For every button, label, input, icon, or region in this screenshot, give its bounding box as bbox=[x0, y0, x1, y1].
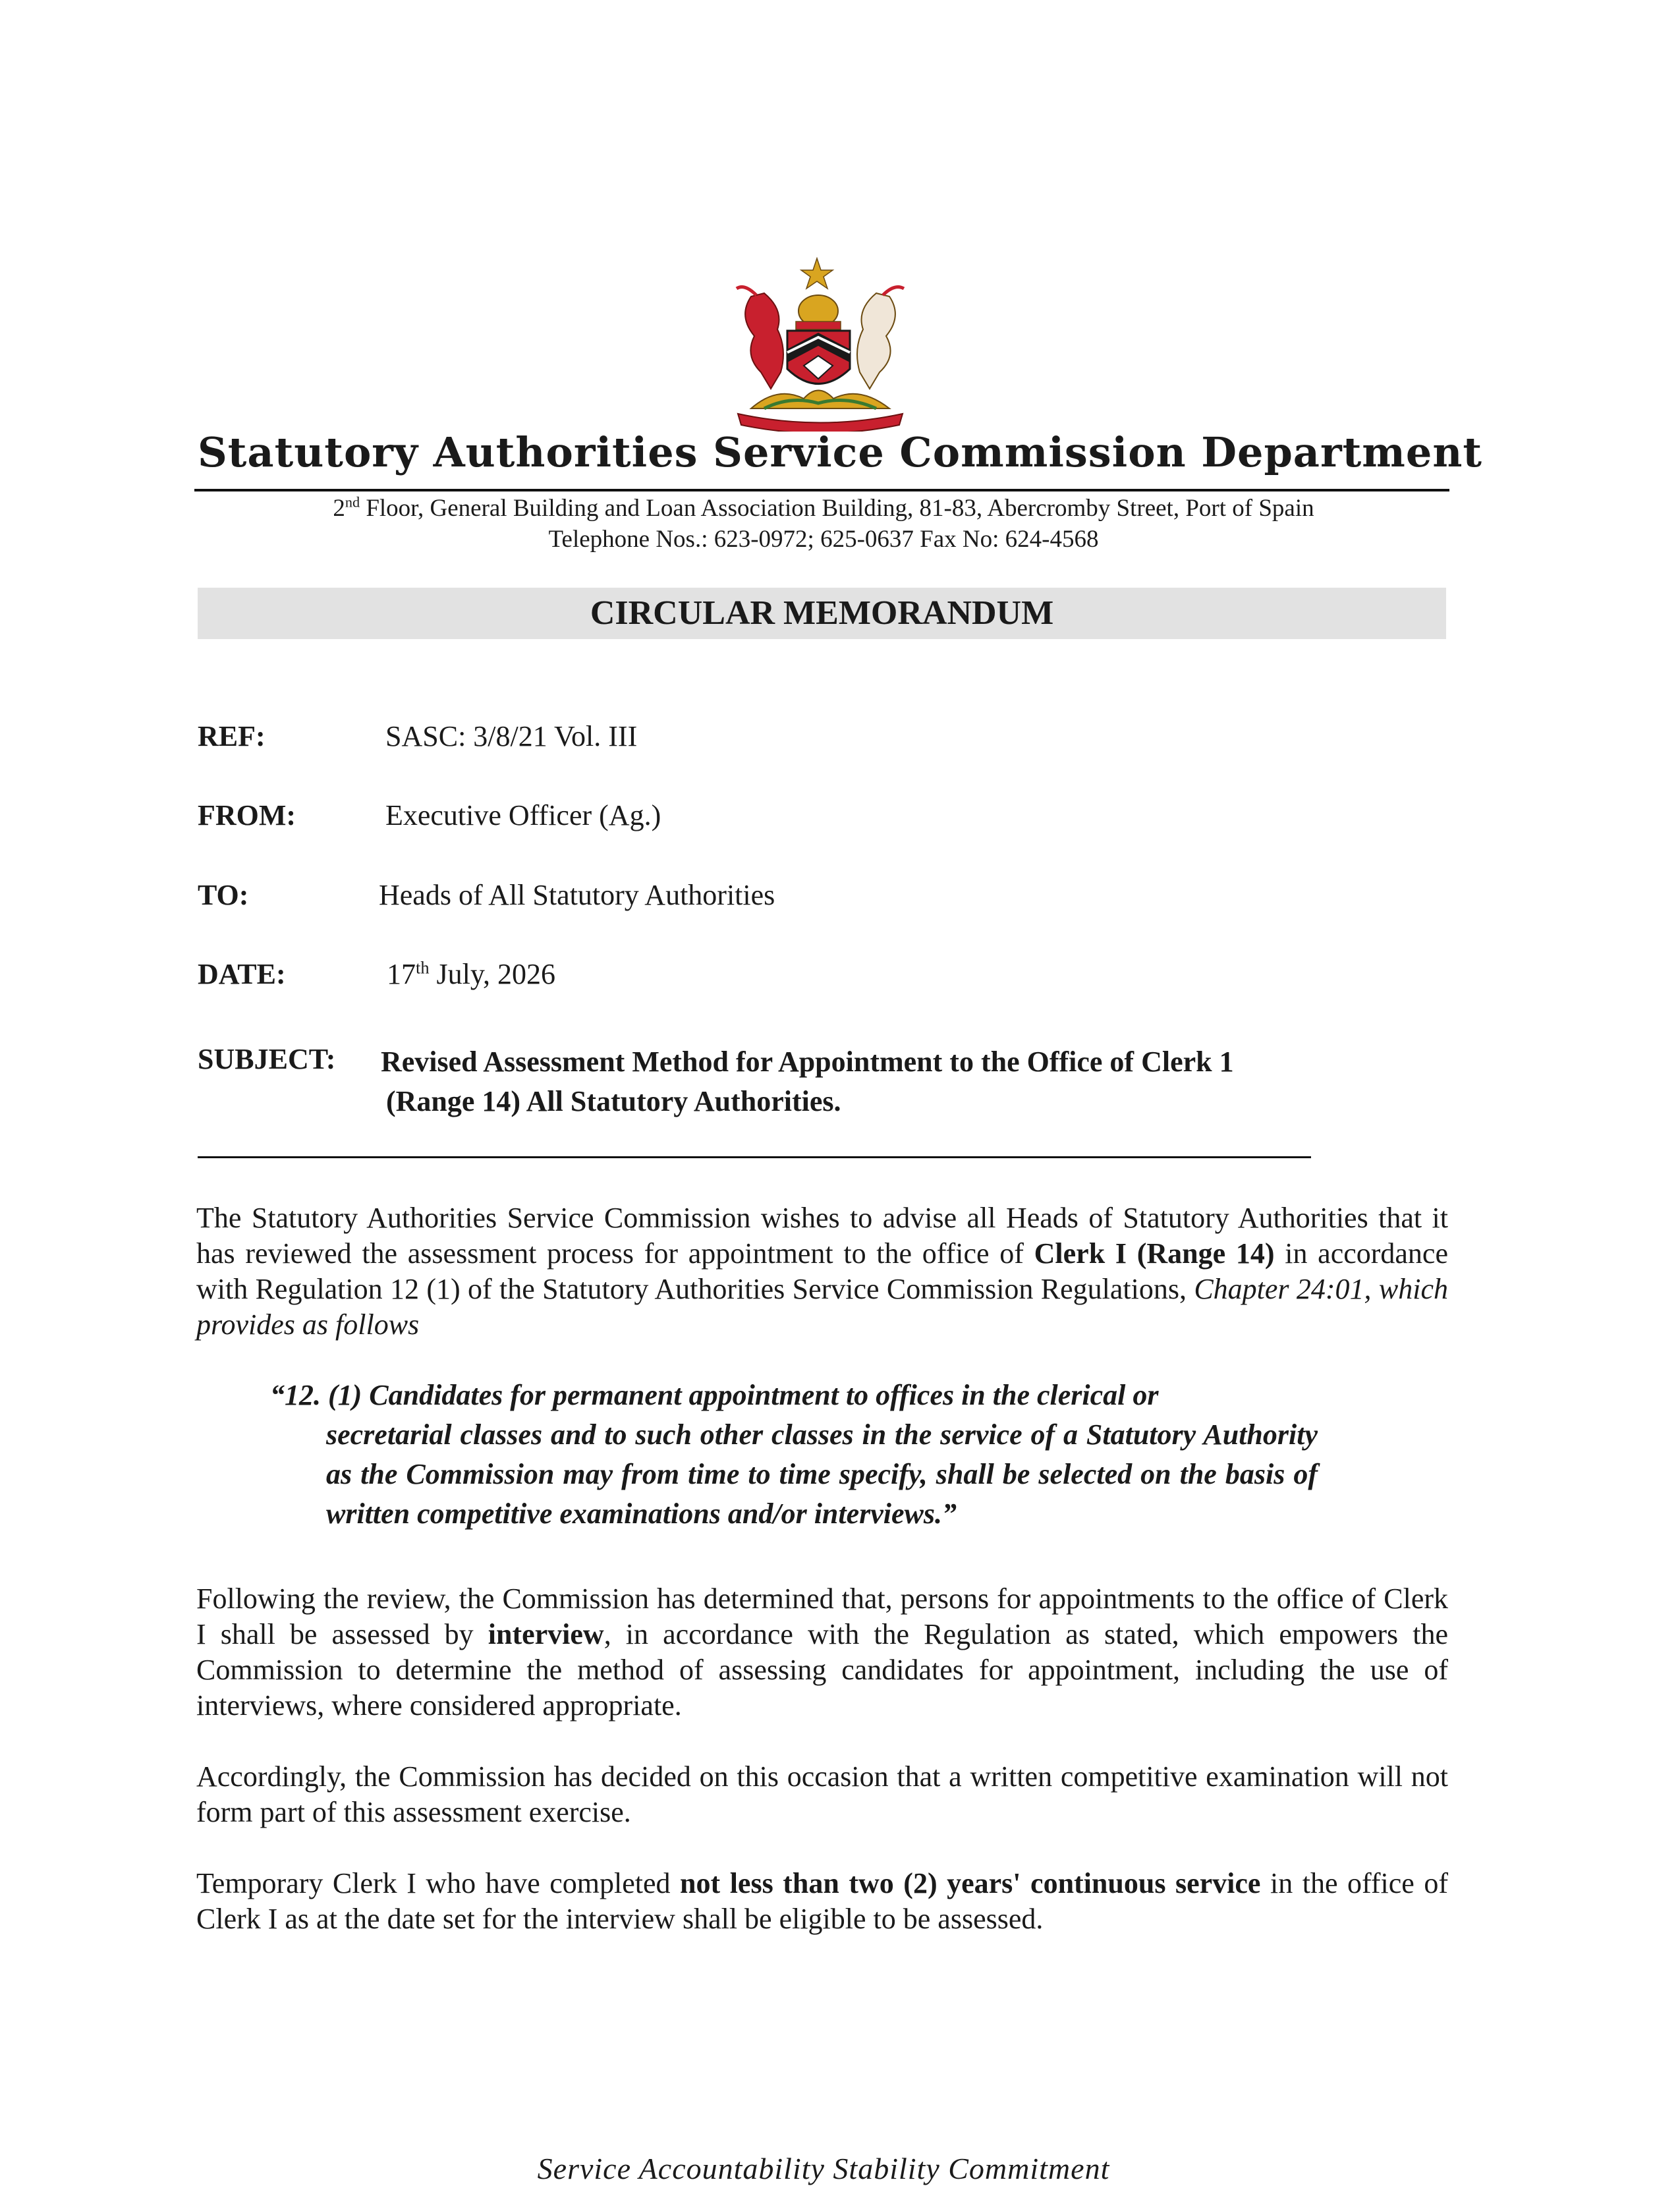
address-line bbox=[198, 494, 1449, 522]
memo-title-band: CIRCULAR MEMORANDUM bbox=[198, 588, 1446, 639]
paragraph-4-text: Temporary Clerk I who have completed bbox=[196, 1867, 681, 1899]
title-underline bbox=[194, 489, 1449, 491]
subject-value bbox=[381, 1042, 1234, 1121]
ref-value: SASC: 3/8/21 Vol. III bbox=[385, 720, 638, 752]
telephone-line: Telephone Nos.: 623-0972; 625-0637 Fax No: 624-4568 bbox=[548, 526, 1099, 553]
paragraph-1-text-2: in accordance with Regulation 12 (1) of the Statutory Authorities Service Commission Regulations, bbox=[196, 1237, 1448, 1305]
subject-label: SUBJECT: bbox=[198, 1043, 336, 1075]
from-label: FROM: bbox=[198, 799, 296, 831]
date-label: DATE: bbox=[198, 958, 286, 990]
from-value: Executive Officer (Ag.) bbox=[385, 799, 661, 831]
paragraph-4 bbox=[196, 1866, 1448, 1937]
paragraph-4-text-2: in the office of Clerk I as at the date set for the interview shall be eligible to be assessed. bbox=[196, 1867, 1448, 1935]
to-label: TO: bbox=[198, 879, 249, 911]
paragraph-2-text-2: , in accordance with the Regulation as stated, which empowers the Commission to determine the method of assessing candidates for appointment, including the use of interviews, where considered appropriate. bbox=[196, 1618, 1448, 1722]
crest-left-bird bbox=[745, 293, 783, 389]
paragraph-2 bbox=[196, 1581, 1448, 1724]
paragraph-1-italic: Chapter 24:01, which provides as follows bbox=[196, 1273, 1448, 1341]
paragraph-2-text: Following the review, the Commission has determined that, persons for appointments to the office of Clerk I shall be assessed by bbox=[196, 1583, 1448, 1650]
date-value bbox=[387, 957, 555, 991]
paragraph-1 bbox=[196, 1200, 1448, 1343]
subject-line-1: Revised Assessment Method for Appointment to the Office of Clerk 1 bbox=[381, 1046, 1234, 1078]
paragraph-4-bold: not less than two (2) years' continuous service bbox=[680, 1867, 1261, 1899]
to-value: Heads of All Statutory Authorities bbox=[379, 879, 775, 911]
quote-first-line: “12. (1) Candidates for permanent appointment to offices in the clerical or bbox=[270, 1379, 1159, 1411]
crest-star bbox=[801, 258, 833, 289]
date-month-year: July, 2026 bbox=[429, 958, 556, 990]
address-floor-number: 2 bbox=[333, 495, 345, 522]
regulation-quote bbox=[270, 1376, 1318, 1534]
date-suffix: th bbox=[416, 957, 430, 978]
paragraph-2-bold: interview bbox=[488, 1618, 604, 1650]
address-floor-suffix: nd bbox=[345, 493, 360, 511]
subject-line-2: (Range 14) All Statutory Authorities. bbox=[386, 1085, 841, 1117]
paragraph-1-bold: Clerk I (Range 14) bbox=[1034, 1237, 1275, 1270]
ref-label: REF: bbox=[198, 720, 266, 752]
paragraph-3: Accordingly, the Commission has decided on this occasion that a written competitive examination will not form part of this assessment exercise. bbox=[196, 1760, 1448, 1828]
footer-motto: Service Accountability Stability Commitment bbox=[537, 2152, 1110, 2185]
paragraph-1-text: The Statutory Authorities Service Commission wishes to advise all Heads of Statutory Authorities that it has reviewed the assessment process for appointment to the office of bbox=[196, 1202, 1448, 1270]
address-text: Floor, General Building and Loan Association Building, 81-83, Abercromby Street, Port of Spain bbox=[360, 495, 1314, 522]
department-title: Statutory Authorities Service Commission Department bbox=[198, 428, 1483, 476]
section-divider bbox=[198, 1156, 1311, 1158]
quote-continuation: secretarial classes and to such other classes in the service of a Statutory Authority as the Commission may from time to time specify, shall be selected on the basis of written competitive examinations and/or interviews.” bbox=[326, 1418, 1318, 1530]
date-day: 17 bbox=[387, 958, 416, 990]
coat-of-arms-crest bbox=[725, 257, 916, 432]
crest-right-bird bbox=[857, 293, 895, 389]
